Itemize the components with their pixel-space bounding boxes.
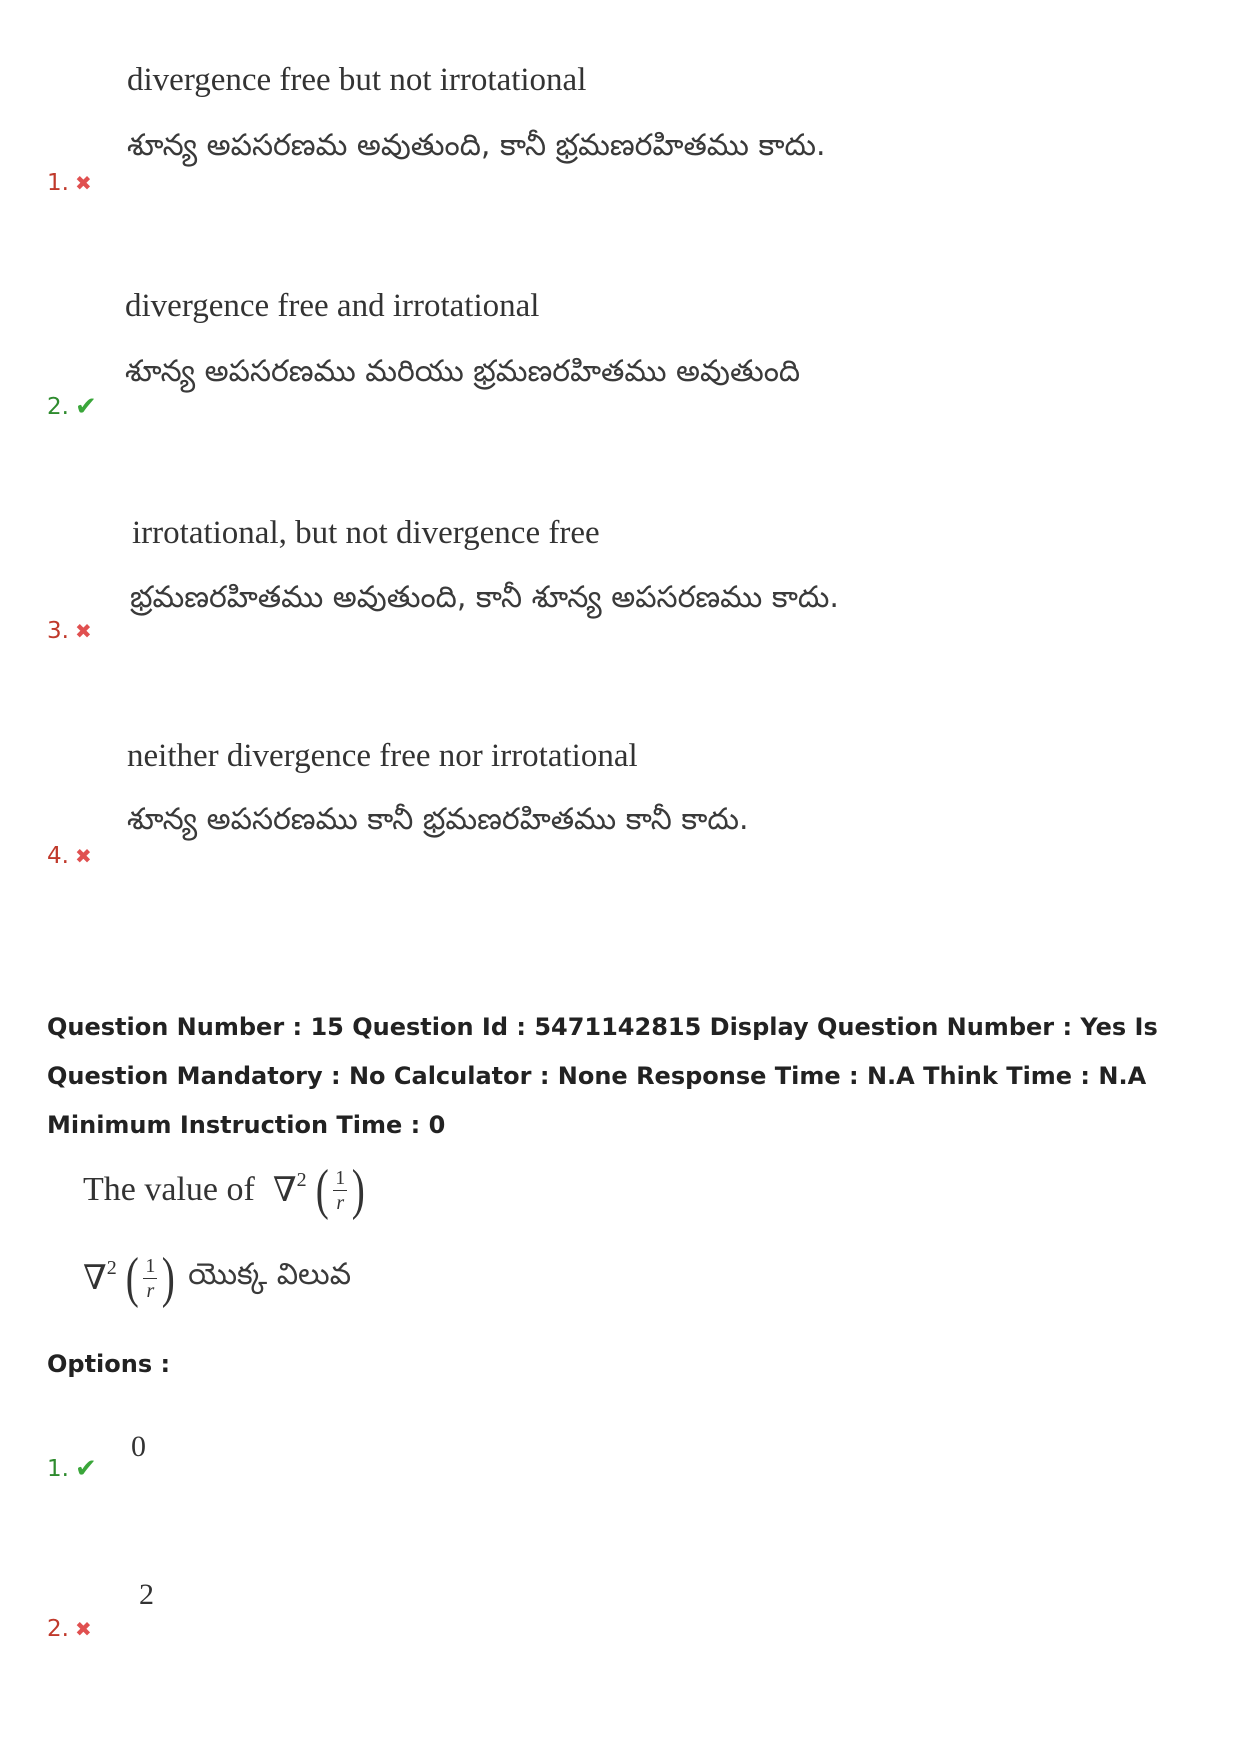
option-1-number: 1. ✖: [47, 170, 92, 196]
answer-option-2-value: 2: [139, 1578, 154, 1611]
question-meta: Question Number : 15 Question Id : 5471142815 Display Question Number : Yes Is Question Mandatory : No Calculator : None Response Time : N.A Think Time : N.A Minimum Instruction Time : 0: [47, 1013, 1158, 1139]
cross-icon: ✖: [74, 1617, 92, 1641]
check-icon: ✔: [74, 1454, 97, 1484]
cross-icon: ✖: [74, 171, 92, 195]
cross-icon: ✖: [74, 619, 92, 643]
option-3-english: irrotational, but not divergence free: [132, 515, 600, 551]
question-telugu: ∇ $^2$ ( $\frac{1}{r}$ ) యొక్క విలువ: [83, 1247, 352, 1309]
option-2-telugu: శూన్య అపసరణము మరియు భ్రమణరహితము అవుతుంది: [125, 354, 801, 389]
question-english: The value of ∇ $^2$ ( $\frac{1}{r}$ ): [83, 1159, 366, 1221]
option-2-number: 2. ✔: [47, 392, 97, 422]
answer-option-1-number: 1. ✔: [47, 1454, 97, 1484]
cross-icon: ✖: [74, 844, 92, 868]
option-3-number: 3. ✖: [47, 618, 92, 644]
options-label: Options :: [47, 1350, 171, 1378]
option-4-number: 4. ✖: [47, 843, 92, 869]
option-3-telugu: భ్రమణరహితము అవుతుంది, కానీ శూన్య అపసరణము కాదు.: [130, 580, 839, 615]
answer-option-2-number: 2. ✖: [47, 1616, 92, 1642]
check-icon: ✔: [74, 392, 97, 422]
option-4-telugu: శూన్య అపసరణము కానీ భ్రమణరహితము కానీ కాదు.: [127, 802, 749, 837]
option-1-telugu: శూన్య అపసరణమ అవుతుంది, కానీ భ్రమణరహితము కాదు.: [127, 128, 826, 163]
option-2-english: divergence free and irrotational: [125, 288, 540, 324]
option-4-english: neither divergence free nor irrotational: [127, 738, 638, 774]
answer-option-1-value: 0: [131, 1430, 146, 1463]
option-1-english: divergence free but not irrotational: [127, 62, 587, 98]
